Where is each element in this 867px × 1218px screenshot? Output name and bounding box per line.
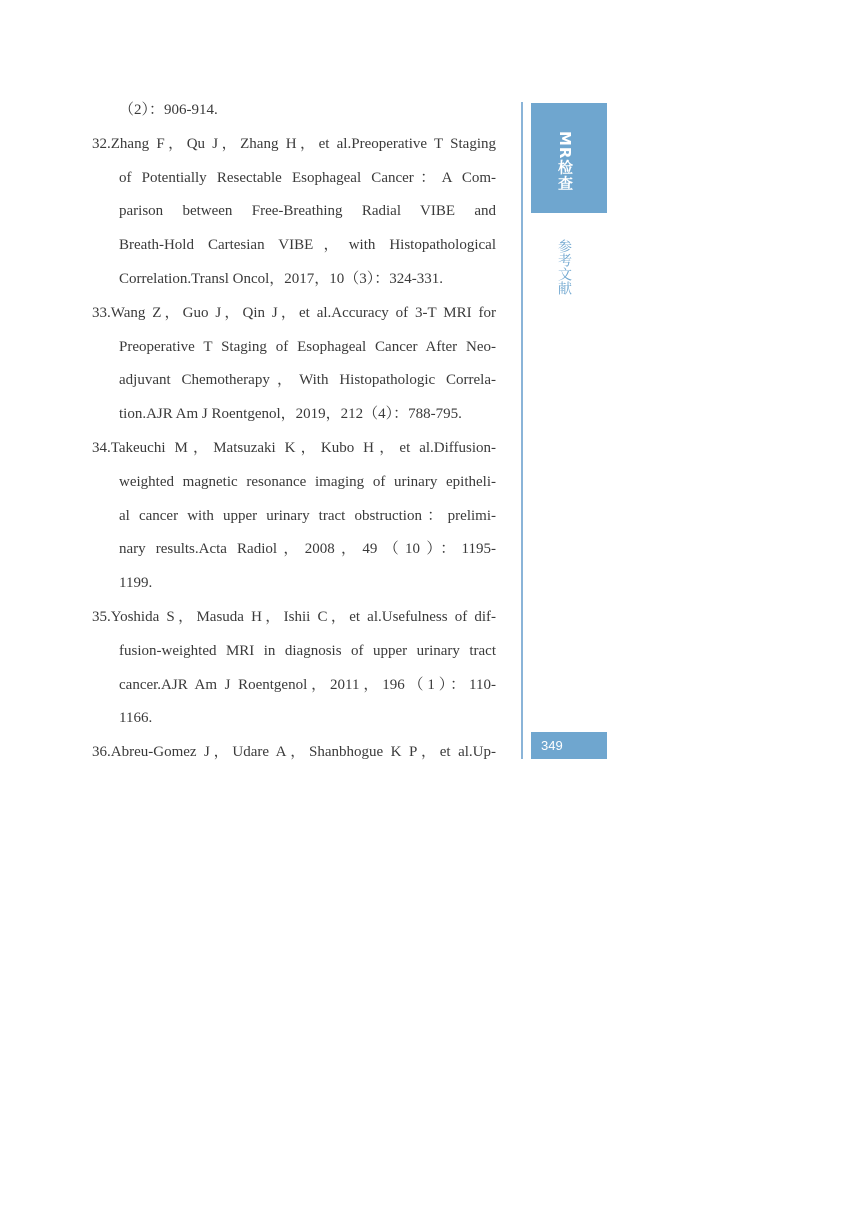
margin-divider bbox=[521, 102, 523, 759]
reference-line: of Potentially Resectable Esophageal Cancer：A Com- bbox=[119, 169, 496, 186]
reference-line: cancer.AJR Am J Roentgenol，2011，196（1）：110- bbox=[119, 676, 496, 693]
section-tab-label: MR检查 bbox=[556, 131, 574, 192]
reference-line: al cancer with upper urinary tract obstruction：prelimi- bbox=[119, 507, 496, 524]
reference-line: weighted magnetic resonance imaging of urinary epitheli- bbox=[119, 473, 496, 490]
reference-line: Breath-Hold Cartesian VIBE，with Histopathological bbox=[119, 237, 496, 254]
reference-line: parison between Free-Breathing Radial VIBE and bbox=[119, 203, 496, 220]
reference-line: Correlation.Transl Oncol，2017，10（3）：324-331. bbox=[119, 270, 444, 287]
reference-line: 1166. bbox=[119, 710, 153, 727]
reference-line: Preoperative T Staging of Esophageal Cancer After Neo- bbox=[119, 338, 496, 355]
reference-line: 1199. bbox=[119, 575, 153, 592]
reference-line: fusion-weighted MRI in diagnosis of upper urinary tract bbox=[119, 642, 496, 659]
section-tab bbox=[531, 103, 607, 213]
reference-line: nary results.Acta Radiol，2008，49（10）：1195- bbox=[119, 541, 496, 558]
reference-line: 33.Wang Z，Guo J，Qin J，et al.Accuracy of 3-T MRI for bbox=[92, 304, 496, 321]
page-number: 349 bbox=[531, 732, 607, 759]
reference-line: 32.Zhang F，Qu J，Zhang H，et al.Preoperative T Staging bbox=[92, 135, 496, 152]
reference-line: 36.Abreu-Gomez J，Udare A，Shanbhogue K P，et al.Up- bbox=[92, 744, 496, 761]
reference-line: tion.AJR Am J Roentgenol，2019，212（4）：788-795. bbox=[119, 406, 462, 423]
subsection-label: 参考文献 bbox=[556, 239, 572, 295]
reference-line: 35.Yoshida S，Masuda H，Ishii C，et al.Usefulness of dif- bbox=[92, 608, 496, 625]
reference-line: 34.Takeuchi M，Matsuzaki K，Kubo H，et al.Diffusion- bbox=[92, 439, 496, 456]
reference-line: （2）：906-914. bbox=[119, 102, 218, 118]
reference-list bbox=[92, 94, 496, 770]
reference-line: adjuvant Chemotherapy，With Histopathologic Correla- bbox=[119, 372, 496, 389]
